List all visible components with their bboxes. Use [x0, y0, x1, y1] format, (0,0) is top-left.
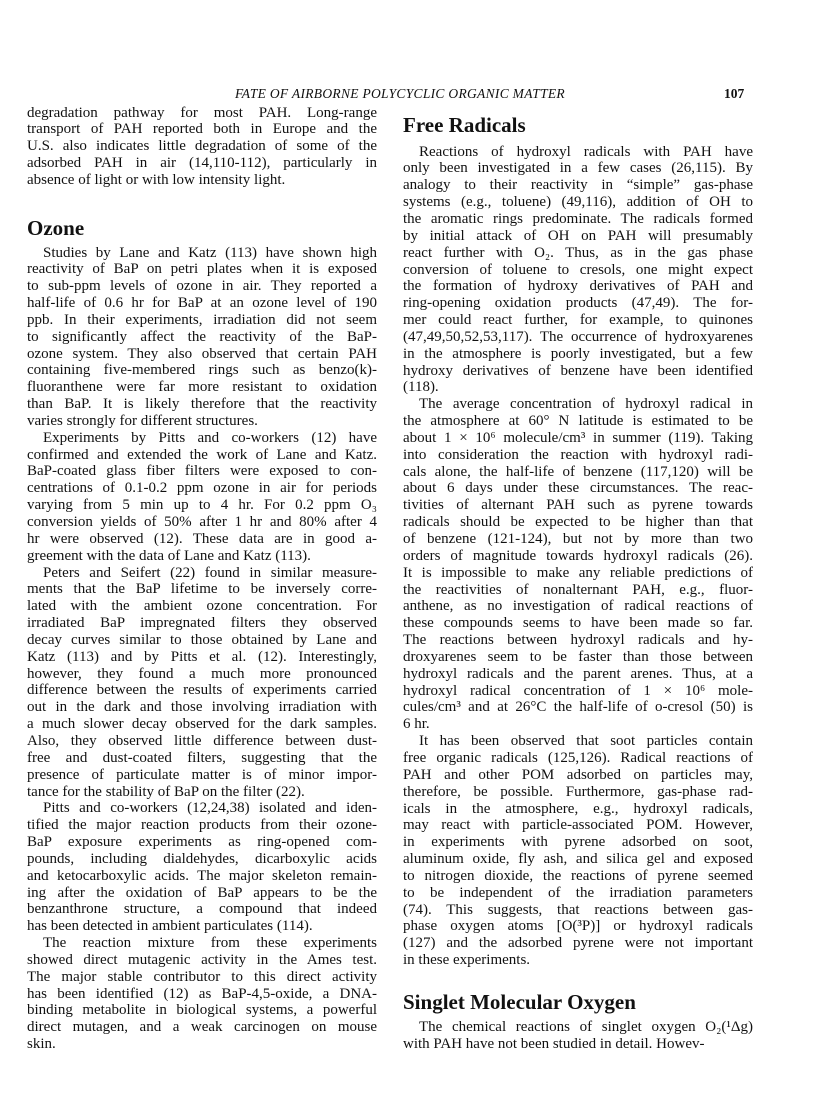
- text-line: with PAH have not been studied in detail. Howev-: [403, 1035, 705, 1052]
- text-line: adsorbed PAH in air (14,110-112), particularly in: [27, 155, 377, 172]
- section-heading-free-radicals: Free Radicals: [403, 113, 526, 137]
- text-line: 6 hr.: [403, 716, 430, 733]
- text-line: Studies by Lane and Katz (113) have shown high: [43, 244, 377, 261]
- text-line: BaP exposure experiments as ring-opened com-: [27, 834, 377, 851]
- text-line: orders of magnitude towards hydroxyl radicals (26).: [403, 547, 753, 564]
- text-line: varies strongly for different structures.: [27, 412, 258, 429]
- text-line: the aromatic rings predominate. The radicals formed: [403, 210, 753, 227]
- text-line: and ketocarboxylic acids. The major skeleton remain-: [27, 867, 377, 884]
- text-line: by initial attack of OH on PAH will presumably: [403, 227, 753, 244]
- text-line: It has been observed that soot particles contain: [419, 733, 753, 750]
- paragraph: [27, 935, 377, 1053]
- text-line: ozone system. They also observed that certain PAH: [27, 345, 377, 362]
- text-line: (74). This suggests, that reactions between gas-: [403, 901, 753, 918]
- text-line: It is impossible to make any reliable predictions of: [403, 564, 753, 581]
- text-line: icals in the atmosphere, e.g., hydroxyl radicals,: [403, 800, 753, 817]
- intro-paragraph: [27, 105, 377, 189]
- left-column: [27, 105, 377, 1053]
- section-heading-singlet-oxygen: Singlet Molecular Oxygen: [403, 990, 636, 1015]
- text-line: about 6 days under these circumstances. The reac-: [403, 480, 753, 497]
- text-line: to sub-ppm levels of ozone in air. They reported a: [27, 278, 377, 295]
- text-line: Also, they observed little difference between dust-: [27, 732, 377, 749]
- text-line: conversion of toluene to cresols, one might expect: [403, 261, 753, 278]
- text-line: analogy to their reactivity in “simple” gas-phase: [403, 177, 753, 194]
- text-line: fluoranthene were far more resistant to oxidation: [27, 379, 377, 396]
- text-line: radicals should be expected to be higher than that: [403, 514, 753, 531]
- text-line: hydroxy derivatives of benzene have been identified: [403, 362, 753, 379]
- text-line: half-life of 0.6 hr for BaP at an ozone level of 190: [27, 295, 377, 312]
- text-line: Experiments by Pitts and co-workers (12) have: [43, 429, 377, 446]
- text-line: ments that the BaP lifetime to be inversely corre-: [27, 581, 377, 598]
- paragraph: [403, 733, 753, 969]
- paragraph: [403, 396, 753, 733]
- text-line: ing after the oxidation of BaP appears to be the: [27, 884, 377, 901]
- text-line: (118).: [403, 379, 439, 396]
- text-line: The major stable contributor to this direct activity: [27, 968, 377, 985]
- text-line: ppb. In their experiments, irradiation did not seem: [27, 311, 377, 328]
- text-line: tified the major reaction products from their ozone-: [27, 817, 377, 834]
- text-line: hydroxyl radical concentration of 1 × 10⁶ mole-: [403, 682, 753, 699]
- text-line: phase oxygen atoms [O(³P)] or hydroxyl radicals: [403, 918, 753, 935]
- text-line: into consideration the reaction with hydroxyl radi-: [403, 446, 753, 463]
- text-line: Reactions of hydroxyl radicals with PAH have: [419, 143, 753, 160]
- text-line: tivities of alternant PAH such as pyrene towards: [403, 497, 753, 514]
- text-line: these compounds seems to have been made so far.: [403, 615, 753, 632]
- text-line: has been detected in ambient particulates (114).: [27, 918, 313, 935]
- text-line: reactivity of BaP on petri plates when it is exposed: [27, 261, 377, 278]
- text-line: degradation pathway for most PAH. Long-range: [27, 104, 377, 121]
- text-line: to be independent of the irradiation parameters: [403, 884, 753, 901]
- paragraph: [27, 800, 377, 935]
- ozone-section-body: [27, 245, 377, 1054]
- text-line: only been investigated in a few cases (26,115). By: [403, 160, 753, 177]
- text-line: mer could react further, for example, to quinones: [403, 312, 753, 329]
- text-line: (127) and the adsorbed pyrene were not important: [403, 935, 753, 952]
- text-line: absence of light or with low intensity light.: [27, 171, 286, 188]
- text-line: transport of PAH reported both in Europe and the: [27, 121, 377, 138]
- text-line: ring-opening oxidation products (47,49). The for-: [403, 295, 753, 312]
- paragraph: [27, 245, 377, 430]
- text-line: a much slower decay observed for the dark samples.: [27, 716, 377, 733]
- paragraph: [403, 144, 753, 397]
- text-line: presence of particulate matter is of minor impor-: [27, 766, 377, 783]
- paragraph: [27, 430, 377, 565]
- text-line: anthene, as no investigation of radical reactions of: [403, 598, 753, 615]
- text-line: Katz (113) and by Pitts et al. (12). Interestingly,: [27, 648, 377, 665]
- text-line: showed direct mutagenic activity in the Ames test.: [27, 951, 377, 968]
- text-line: lated with the ambient ozone concentration. For: [27, 598, 377, 615]
- right-column: [403, 113, 753, 1053]
- text-line: Peters and Seifert (22) found in similar measure-: [43, 564, 377, 581]
- paragraph: [27, 565, 377, 801]
- text-line: however, they found a much more pronounced: [27, 665, 377, 682]
- text-line: confirmed and extended the work of Lane and Katz.: [27, 446, 377, 463]
- text-line: about 1 × 10⁶ molecule/cm³ in summer (119). Taking: [403, 429, 753, 446]
- text-line: free and dust-coated filters, suggesting that the: [27, 749, 377, 766]
- text-line: pounds, including dialdehydes, dicarboxylic acids: [27, 850, 377, 867]
- text-line: aluminum oxide, fly ash, and silica gel and exposed: [403, 851, 753, 868]
- text-line: systems (e.g., toluene) (49,116), addition of OH to: [403, 194, 753, 211]
- text-line: the reactivities of nonalternant PAH, e.g., fluor-: [403, 581, 753, 598]
- text-line: binding metabolite in biological systems, a powerful: [27, 1002, 377, 1019]
- text-line: direct mutagen, and a weak carcinogen on mouse: [27, 1019, 377, 1036]
- text-line: has been identified (12) as BaP-4,5-oxide, a DNA-: [27, 985, 377, 1002]
- text-line: hydroxyl radicals and the parent arenes. Thus, at a: [403, 665, 753, 682]
- text-line: greement with the data of Lane and Katz (113).: [27, 547, 311, 564]
- text-line: containing five-membered rings such as benzo(k)-: [27, 362, 377, 379]
- text-line: hr were observed (12). These data are in good a-: [27, 530, 377, 547]
- text-line: the formation of hydroxy derivatives of PAH and: [403, 278, 753, 295]
- text-line: The chemical reactions of singlet oxygen O₂(¹Δg): [419, 1018, 753, 1035]
- text-line: centrations of 0.1-0.2 ppm ozone in air for periods: [27, 480, 377, 497]
- singlet-oxygen-section-body: [403, 1019, 753, 1053]
- text-line: benzanthrone structure, a compound that indeed: [27, 901, 377, 918]
- free-radicals-section-body: [403, 144, 753, 969]
- text-line: The reactions between hydroxyl radicals and hy-: [403, 632, 753, 649]
- text-line: BaP-coated glass fiber filters were exposed to con-: [27, 463, 377, 480]
- text-line: decay curves similar to those obtained by Lane and: [27, 631, 377, 648]
- text-line: of benzene (121-124), but not by more than two: [403, 531, 753, 547]
- text-line: droxyarenes seem to be faster than those between: [403, 648, 753, 665]
- text-line: than BaP. It is likely therefore that the reactivity: [27, 396, 377, 413]
- text-line: cules/cm³ and at 26°C the half-life of o-cresol (50) is: [403, 699, 753, 716]
- text-line: in the atmosphere is poorly investigated, but a few: [403, 345, 753, 362]
- text-line: The reaction mixture from these experiments: [43, 935, 377, 952]
- text-line: cals alone, the half-life of benzene (117,120) will be: [403, 463, 753, 480]
- text-line: tance for the stability of BaP on the filter (22).: [27, 783, 305, 800]
- text-line: in these experiments.: [403, 952, 531, 969]
- text-line: to nitrogen dioxide, the reactions of pyrene seemed: [403, 867, 753, 884]
- text-line: may react with particle-associated POM. However,: [403, 817, 753, 834]
- text-line: PAH and other POM adsorbed on particles may,: [403, 766, 753, 783]
- text-line: conversion yields of 50% after 1 hr and 80% after 4: [27, 514, 377, 530]
- text-line: the atmosphere at 60° N latitude is estimated to be: [403, 413, 753, 430]
- text-line: in experiments with pyrene adsorbed on soot,: [403, 834, 753, 851]
- text-line: varying from 5 min up to 4 hr. For 0.2 ppm O₃: [27, 497, 377, 514]
- text-line: to significantly affect the reactivity of the BaP-: [27, 328, 377, 345]
- text-line: react further with O₂. Thus, as in the gas phase: [403, 244, 753, 261]
- text-line: difference between the results of experiments carried: [27, 682, 377, 699]
- page-number: 107: [724, 86, 745, 101]
- text-line: skin.: [27, 1036, 56, 1053]
- text-line: irradiated BaP impregnated filters they observed: [27, 615, 377, 632]
- section-heading-ozone: Ozone: [27, 215, 85, 240]
- text-line: U.S. also indicates little degradation of some of the: [27, 138, 377, 155]
- text-line: free organic radicals (125,126). Radical reactions of: [403, 749, 753, 766]
- text-line: out in the dark and those involving irradiation with: [27, 699, 377, 716]
- running-title: FATE OF AIRBORNE POLYCYCLIC ORGANIC MATTER: [235, 86, 565, 101]
- text-line: Pitts and co-workers (12,24,38) isolated and iden-: [43, 800, 377, 817]
- text-line: therefore, be possible. Furthermore, gas-phase rad-: [403, 783, 753, 800]
- paragraph: [403, 1019, 753, 1053]
- text-line: (47,49,50,52,53,117). The occurrence of hydroxyarenes: [403, 328, 753, 345]
- text-line: The average concentration of hydroxyl radical in: [419, 396, 753, 413]
